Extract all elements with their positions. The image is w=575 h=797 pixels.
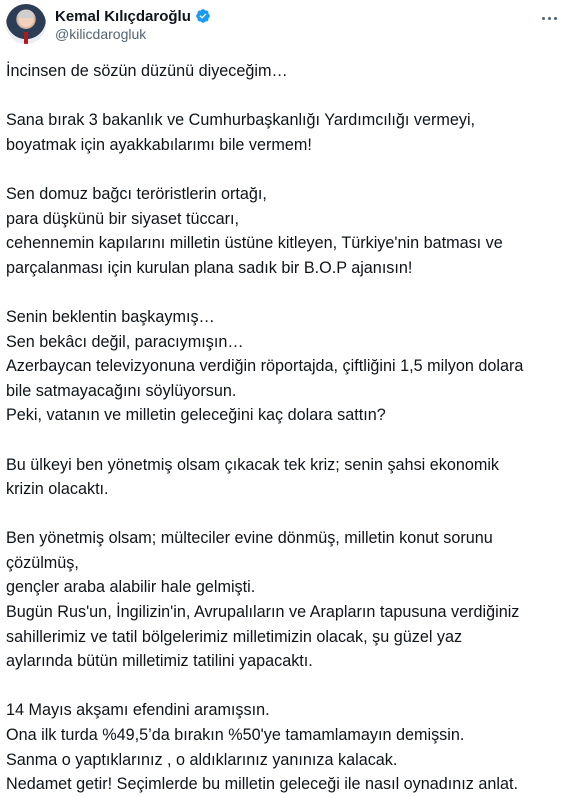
- more-options-icon[interactable]: [533, 4, 565, 32]
- verified-badge-icon: [195, 8, 211, 24]
- tweet-text: İncinsen de sözün düzünü diyeceğim… Sana bırak 3 bakanlık ve Cumhurbaşkanlığı Yardımcılığı vermeyi, boyatmak için ayakkabılarımı bile vermem! Sen domuz bağcı teröristlerin ortağı, para düşkünü bir siyaset tüccarı, cehennemin kapılarını milletin üstüne kitleyen, Türkiye'nin batması ve parçalanması için kurulan plana sadık bir B.O.P ajanısın! Senin beklentin başkaymış… Sen bekâcı değil, paracıymışın… Azerbaycan televizyonuna verdiğin röportajda, çiftliğini 1,5 milyon dolara bile satmayacağını söylüyorsun. Peki, vatanın ve milletin geleceğini kaç dolara sattın? Bu ülkeyi ben yönetmiş olsam çıkacak tek kriz; senin şahsi ekonomik krizin olacaktı. Ben yönetmiş olsam; mülteciler evine dönmüş, milletin konut sorunu çözülmüş, gençler araba alabilir hale gelmişti. Bugün Rus'un, İngilizin'in, Avrupalıların ve Arapların tapusuna verdiğiniz sahillerimiz ve tatil bölgelerimiz milletimizin olacak, şu güzel yaz aylarında bütün milletimiz tatilini yapacaktı. 14 Mayıs akşamı efendini aramışsın. Ona ilk turda %49,5’da bırakın %50'ye tamamlamayın demişsin. Sanma o yaptıklarınız , o aldıklarınız yanınıza kalacak. Nedamet getir! Seçimlerde bu milletin geleceği ile nasıl oynadınız anlat.: [6, 62, 524, 794]
- tweet-header: [0, 0, 575, 52]
- author-handle[interactable]: @kilicdarogluk: [55, 26, 147, 42]
- author-name[interactable]: Kemal Kılıçdaroğlu: [55, 7, 191, 25]
- more-dot: [554, 17, 557, 20]
- avatar[interactable]: [6, 4, 46, 44]
- more-dot: [548, 17, 551, 20]
- more-dot: [542, 17, 545, 20]
- avatar-hair: [18, 10, 34, 18]
- author-name-row: [55, 6, 211, 26]
- avatar-tie: [24, 32, 28, 44]
